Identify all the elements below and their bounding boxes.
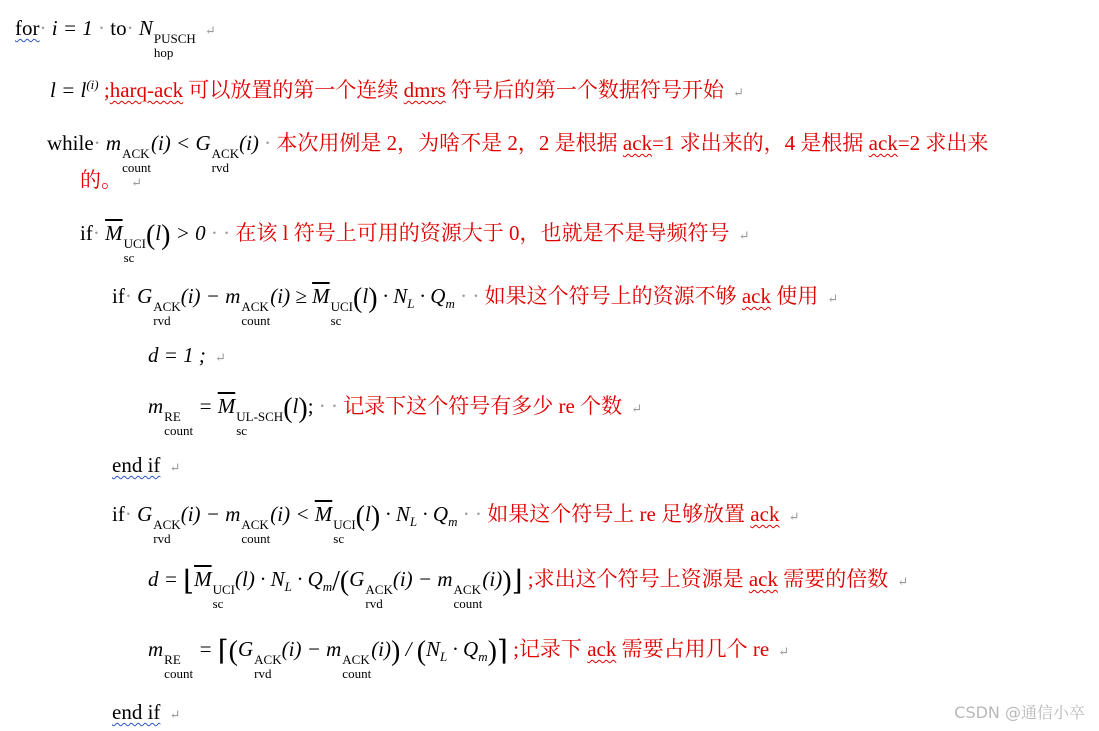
paragraph-mark-icon: ↵ xyxy=(205,23,216,38)
paragraph-mark-icon: ↵ xyxy=(215,350,227,365)
paragraph-mark-icon: ↵ xyxy=(897,574,909,589)
paragraph-mark-icon: ↵ xyxy=(733,85,745,100)
csdn-watermark: CSDN @通信小卒 xyxy=(954,703,1085,722)
line-if-not-enough: if· G ACK rvd (i) − m ACK count $(i) \ge \overline{M}$ UCI sc $(l) \cdot N_L \cdot Q_m$ · · 如果这个符号上的资源不够 ack 使用 ↵ xyxy=(112,283,839,328)
line-end-if-2: end if ↵ xyxy=(112,700,181,724)
paragraph-mark-icon: ↵ xyxy=(738,228,750,243)
paragraph-mark-icon: ↵ xyxy=(631,401,643,416)
for-keyword: for xyxy=(15,16,40,40)
line-end-if-1: end if ↵ xyxy=(112,453,181,477)
line-m-re-count: m RE count = $\overline{M}$ UL-SCH sc (l); · · 记录下这个符号有多少 re 个数 ↵ xyxy=(148,393,643,438)
paragraph-mark-icon: ↵ xyxy=(788,509,800,524)
line-if-enough: if· G ACK rvd (i) − m ACK count $(i) < \overline{M}$ UCI sc $(l) \cdot N_L \cdot Q_m$ · · 如果这个符号上 re 足够放置 ack ↵ xyxy=(112,501,800,546)
line-while: while· m ACK count (i) < G ACK rvd (i) · 本次用例是 2，为啥不是 2，2 是根据 ack=1 求出来的，4 是根据 ack=2 求出来 xyxy=(47,131,989,175)
paragraph-mark-icon: ↵ xyxy=(131,175,143,190)
line-d-floor: $d = ⌊\overline{M}$ UCI sc $(l) \cdot N_L \cdot Q_m/(G$ ACK rvd (i) − m ACK count (i))⌋ ;求出这个符号上资源是 ack 需要的倍数 ↵ xyxy=(148,566,909,611)
line-l-assign: $l = l^{(i)}$ ;harq-ack 可以放置的第一个连续 dmrs 符号后的第一个数据符号开始 ↵ xyxy=(50,77,745,102)
line-m-re-ceil: m RE count = ⌈(G ACK rvd (i) − m ACK count $(i)) / (N_L$ · $Q_m)⌉$ ;记录下 ack 需要占用几个 re ↵ xyxy=(148,636,790,681)
line-if-resources: $if\cdot \overline{M}$ UCI sc (l) > 0 · · 在该 l 符号上可用的资源大于 0，也就是不是导频符号 ↵ xyxy=(80,220,750,265)
line-while-continued: 的。 ↵ xyxy=(80,168,143,192)
paragraph-mark-icon: ↵ xyxy=(778,644,790,659)
line-for: for· i = 1 · to· N PUSCH hop ↵ xyxy=(15,16,216,60)
line-d-equals-1: d = 1 ; ↵ xyxy=(148,343,227,367)
paragraph-mark-icon: ↵ xyxy=(169,460,181,475)
paragraph-mark-icon: ↵ xyxy=(169,707,181,722)
paragraph-mark-icon: ↵ xyxy=(827,291,839,306)
